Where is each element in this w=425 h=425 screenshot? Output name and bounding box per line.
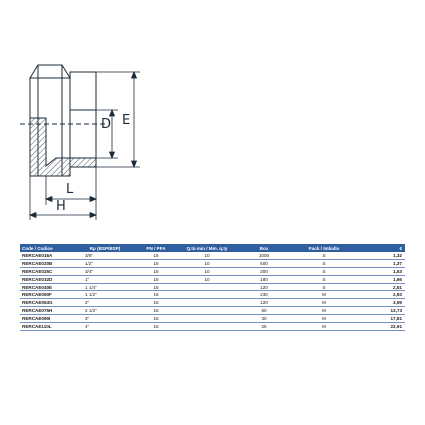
col-header-price: € (356, 244, 405, 252)
table-row (20, 252, 405, 259)
cell-pn: 16 (134, 267, 178, 275)
cell-pn: 16 (134, 307, 178, 315)
cell-min-qty (178, 283, 236, 291)
table-row (20, 291, 405, 299)
cell-price: 1,66 (356, 275, 405, 283)
cell-pack: M (292, 315, 356, 323)
section-hatch (30, 118, 96, 176)
cell-size: 1 1/2" (76, 291, 134, 299)
cell-code: RERCAE040E (20, 283, 76, 291)
cell-pack: M (292, 299, 356, 307)
dim-h-label: H (56, 199, 66, 214)
cell-box: 60 (236, 307, 292, 315)
cell-price: 1,32 (356, 252, 405, 259)
col-header-pack: Pack / Imballo (292, 244, 356, 252)
cell-size: 1" (76, 275, 134, 283)
cell-price: 17,81 (356, 315, 405, 323)
cell-price: 3,99 (356, 299, 405, 307)
socket-body (70, 72, 96, 167)
cell-pn: 16 (134, 315, 178, 323)
col-header-size: Rp (BSP/BSP) (76, 244, 134, 252)
cell-code: RERCAE032D (20, 275, 76, 283)
table-row (20, 267, 405, 275)
cell-pack: S (292, 252, 356, 259)
cell-box: 120 (236, 283, 292, 291)
cell-code: RERCAE050F (20, 291, 76, 299)
cell-min-qty: 10 (178, 267, 236, 275)
cell-size: 1 1/4" (76, 283, 134, 291)
table-row (20, 323, 405, 331)
cell-box: 500 (236, 259, 292, 267)
cell-min-qty: 10 (178, 275, 236, 283)
col-header-box: Box (236, 244, 292, 252)
price-table (20, 244, 405, 331)
cell-size: 2 1/2" (76, 307, 134, 315)
dim-l-label: L (66, 182, 74, 197)
cell-price: 2,93 (356, 291, 405, 299)
table-row (20, 299, 405, 307)
col-header-pn: PN / PFA (134, 244, 178, 252)
cell-size: 4" (76, 323, 134, 331)
table-row (20, 275, 405, 283)
col-header-code: Code / Codice (20, 244, 76, 252)
cell-pn: 16 (134, 283, 178, 291)
cell-box: 230 (236, 291, 292, 299)
table-row (20, 315, 405, 323)
cell-box: 120 (236, 299, 292, 307)
cell-box: 25 (236, 323, 292, 331)
cell-box: 180 (236, 275, 292, 283)
cell-code: RERCAE020B (20, 259, 76, 267)
cell-pn: 16 (134, 323, 178, 331)
cell-pn: 16 (134, 275, 178, 283)
cell-price: 13,73 (356, 307, 405, 315)
cell-pn: 16 (134, 259, 178, 267)
cell-pack: M (292, 307, 356, 315)
cell-min-qty (178, 315, 236, 323)
cell-min-qty (178, 307, 236, 315)
cell-size: 2" (76, 299, 134, 307)
table-row (20, 307, 405, 315)
cell-box: 300 (236, 267, 292, 275)
cell-min-qty (178, 323, 236, 331)
cell-size: 1/2" (76, 259, 134, 267)
cell-pack: S (292, 267, 356, 275)
cell-size: 3/8" (76, 252, 134, 259)
cell-code: RERCAE075H (20, 307, 76, 315)
cell-price: 22,91 (356, 323, 405, 331)
cell-min-qty (178, 291, 236, 299)
dim-d-label: D (101, 117, 112, 132)
cell-min-qty: 10 (178, 252, 236, 259)
hex-top-face (30, 65, 70, 78)
cell-pack: S (292, 259, 356, 267)
cell-price: 1,37 (356, 259, 405, 267)
cell-box: 1000 (236, 252, 292, 259)
cell-price: 2,51 (356, 283, 405, 291)
table-row (20, 283, 405, 291)
cell-code: RERCAE063G (20, 299, 76, 307)
cell-min-qty: 10 (178, 259, 236, 267)
table-row (20, 259, 405, 267)
cell-pn: 16 (134, 291, 178, 299)
dim-e-label: E (122, 113, 131, 128)
cell-pack: S (292, 275, 356, 283)
cell-pn: 16 (134, 252, 178, 259)
cell-pn: 16 (134, 299, 178, 307)
cell-min-qty (178, 299, 236, 307)
cell-code: RERCAE090I (20, 315, 76, 323)
cell-code: RERCAE025C (20, 267, 76, 275)
table-header-row (20, 244, 405, 252)
cell-size: 3" (76, 315, 134, 323)
cell-pack: S (292, 283, 356, 291)
col-header-min-qty: Q.tà min / Min. q.ty (178, 244, 236, 252)
cell-pack: M (292, 291, 356, 299)
cell-size: 3/4" (76, 267, 134, 275)
cell-price: 1,53 (356, 267, 405, 275)
cell-code: RERCAE016A (20, 252, 76, 259)
cell-code: RERCAE110L (20, 323, 76, 331)
cell-box: 30 (236, 315, 292, 323)
cell-pack: M (292, 323, 356, 331)
